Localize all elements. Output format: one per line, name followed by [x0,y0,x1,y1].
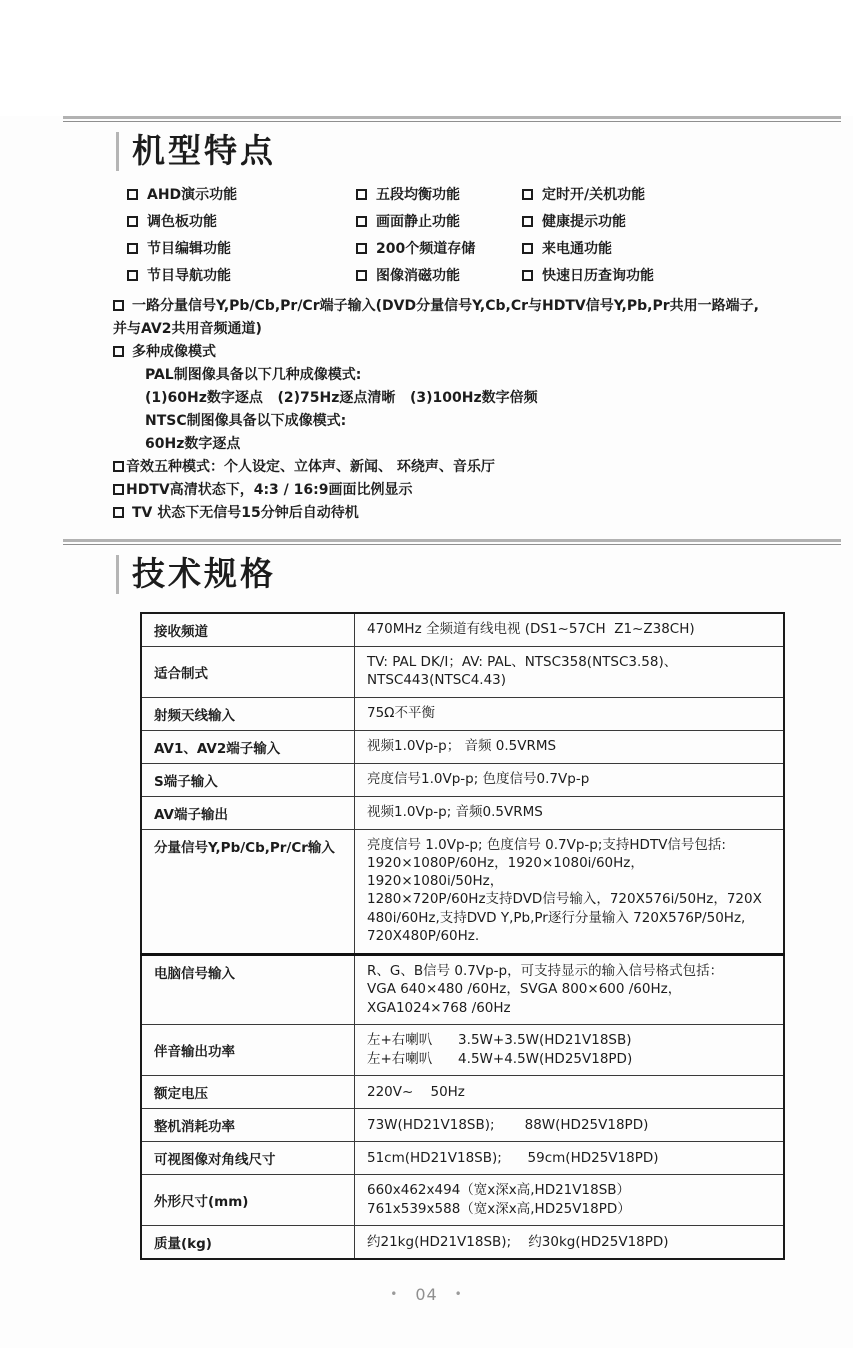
spec-label: 分量信号Y,Pb/Cb,Pr/Cr输入 [141,829,355,954]
spec-value-line: 亮度信号 1.0Vp-p; 色度信号 0.7Vp-p;支持HDTV信号包括: [367,836,726,853]
note-text: TV 状态下无信号15分钟后自动待机 [132,504,359,521]
checkbox-icon [356,270,367,281]
dot-icon: • [390,1287,399,1301]
page-number: 04 [415,1285,438,1304]
note-text: 多种成像模式 [132,343,216,360]
spec-value-line: TV: PAL DK/I；AV: PAL、NTSC358(NTSC3.58)、 [367,653,678,670]
page-footer [0,1285,853,1304]
spec-label: 整机消耗功率 [141,1109,355,1142]
checkbox-icon [113,507,124,518]
spec-row [141,796,784,829]
feature-label: 画面静止功能 [376,214,460,231]
checkbox-icon [356,189,367,200]
feature-label: 快速日历查询功能 [542,268,654,285]
note-text: NTSC制图像具备以下成像模式: [145,412,347,429]
feature-item [522,240,853,257]
spec-label: 伴音输出功率 [141,1025,355,1076]
spec-value-line: 470MHz 全频道有线电视 (DS1~57CH Z1~Z38CH) [367,621,695,638]
checkbox-icon [356,216,367,227]
section-title-features: 机型特点 [116,132,853,171]
spec-label: S端子输入 [141,763,355,796]
checkbox-icon [356,243,367,254]
feature-note-line [113,364,803,387]
spec-row [141,1025,784,1076]
spec-value [355,613,785,647]
feature-item [356,240,522,257]
spec-value-line: 720X480P/60Hz. [367,928,480,945]
section-divider [63,116,841,122]
spec-row [141,1226,784,1260]
spec-value [355,1109,785,1142]
spec-label: AV1、AV2端子输入 [141,730,355,763]
spec-value [355,1175,785,1226]
spec-value-line: 亮度信号1.0Vp-p; 色度信号0.7Vp-p [367,771,590,788]
feature-label: 节目导航功能 [147,268,231,285]
spec-value-line: R、G、B信号 0.7Vp-p，可支持显示的输入信号格式包括： [367,962,724,979]
spec-row [141,829,784,954]
feature-note-line [113,479,803,502]
checkbox-icon [113,300,124,311]
feature-note-line [113,387,803,410]
spec-label: 可视图像对角线尺寸 [141,1142,355,1175]
feature-item [522,213,853,230]
feature-note-line [113,502,803,525]
spec-value-line: 1920×1080P/60Hz，1920×1080i/60Hz，1920×1080i/50Hz， [367,855,644,889]
spec-value [355,954,785,1025]
feature-item [127,267,356,284]
feature-label: 200个频道存储 [376,241,476,258]
note-text: (1)60Hz数字逐点 (2)75Hz逐点清晰 (3)100Hz数字倍频 [145,389,538,406]
spec-label: 射频天线输入 [141,697,355,730]
spec-value-line: 761x539x588（宽x深x高,HD25V18PD） [367,1200,631,1217]
spec-value [355,763,785,796]
spec-value [355,796,785,829]
spec-value [355,730,785,763]
checkbox-icon [522,270,533,281]
feature-item [127,186,356,203]
spec-row [141,697,784,730]
spec-value-line: 73W(HD21V18SB); 88W(HD25V18PD) [367,1116,649,1133]
spec-row [141,613,784,647]
spec-value [355,829,785,954]
feature-label: 定时开/关机功能 [542,187,646,204]
checkbox-icon [522,243,533,254]
feature-item [356,186,522,203]
spec-value-line: 视频1.0Vp-p； 音频 0.5VRMS [367,738,557,755]
features-notes [113,295,803,525]
spec-value-line: 220V~ 50Hz [367,1083,465,1100]
spec-row [141,646,784,697]
feature-item [522,267,853,284]
feature-label: 来电通功能 [542,241,612,258]
feature-note-line [113,318,803,341]
spec-label: 电脑信号输入 [141,954,355,1025]
feature-label: 健康提示功能 [542,214,626,231]
spec-value-line: NTSC443(NTSC4.43) [367,672,507,689]
spec-row [141,1109,784,1142]
feature-label: 五段均衡功能 [376,187,460,204]
note-text: 60Hz数字逐点 [145,435,241,452]
spec-value [355,646,785,697]
note-text: HDTV高清状态下，4:3 / 16:9画面比例显示 [126,481,413,498]
note-text: 一路分量信号Y,Pb/Cb,Pr/Cr端子输入(DVD分量信号Y,Cb,Cr与HDTV信号Y,Pb,Pr共用一路端子, [132,297,759,314]
spec-value-line: 左+右喇叭 4.5W+4.5W(HD25V18PD) [367,1050,633,1067]
spec-value [355,1025,785,1076]
feature-item [356,267,522,284]
checkbox-icon [127,216,138,227]
section-title-specs: 技术规格 [116,555,853,594]
spec-value [355,697,785,730]
feature-note-line [113,410,803,433]
note-text: 音效五种模式：个人设定、立体声、新闻、 环绕声、音乐厅 [126,458,495,475]
checkbox-icon [522,216,533,227]
checkbox-icon [113,461,124,472]
spec-label: 接收频道 [141,613,355,647]
spec-value-line: 660x462x494（宽x深x高,HD21V18SB） [367,1182,631,1199]
spec-label: 外形尺寸(mm) [141,1175,355,1226]
checkbox-icon [127,189,138,200]
note-text: 并与AV2共用音频通道) [113,320,262,337]
manual-page [0,116,853,1348]
spec-row [141,1142,784,1175]
spec-value-line: 约21kg(HD21V18SB); 约30kg(HD25V18PD) [367,1233,669,1250]
feature-item [356,213,522,230]
spec-value-line: 480i/60Hz,支持DVD Y,Pb,Pr逐行分量输入 720X576P/50Hz, [367,909,746,926]
features-grid [127,186,853,284]
checkbox-icon [113,484,124,495]
spec-label: 质量(kg) [141,1226,355,1260]
specs-table [140,612,785,1261]
section-divider [63,539,841,545]
spec-row [141,1175,784,1226]
checkbox-icon [113,346,124,357]
spec-value-line: 75Ω不平衡 [367,705,435,722]
feature-item [127,240,356,257]
feature-label: 调色板功能 [147,214,217,231]
dot-icon: • [454,1287,463,1301]
spec-value [355,1076,785,1109]
spec-value-line: VGA 640×480 /60Hz，SVGA 800×600 /60Hz， [367,981,682,998]
feature-label: AHD演示功能 [147,187,238,204]
feature-note-line [113,295,803,318]
spec-value-line: 1280×720P/60Hz支持DVD信号输入，720X576i/50Hz，720X [367,891,762,908]
spec-label: 适合制式 [141,646,355,697]
feature-label: 节目编辑功能 [147,241,231,258]
spec-label: AV端子输出 [141,796,355,829]
checkbox-icon [127,243,138,254]
spec-value [355,1142,785,1175]
feature-item [127,213,356,230]
spec-value [355,1226,785,1260]
spec-row [141,1076,784,1109]
spec-value-line: XGA1024×768 /60Hz [367,999,511,1016]
spec-value-line: 左+右喇叭 3.5W+3.5W(HD21V18SB) [367,1032,632,1049]
spec-row [141,730,784,763]
spec-value-line: 51cm(HD21V18SB); 59cm(HD25V18PD) [367,1149,659,1166]
note-text: PAL制图像具备以下几种成像模式: [145,366,362,383]
spec-row [141,954,784,1025]
feature-label: 图像消磁功能 [376,268,460,285]
checkbox-icon [127,270,138,281]
checkbox-icon [522,189,533,200]
spec-value-line: 视频1.0Vp-p; 音频0.5VRMS [367,804,543,821]
spec-row [141,763,784,796]
feature-note-line [113,433,803,456]
feature-note-line [113,456,803,479]
feature-note-line [113,341,803,364]
spec-label: 额定电压 [141,1076,355,1109]
feature-item [522,186,853,203]
